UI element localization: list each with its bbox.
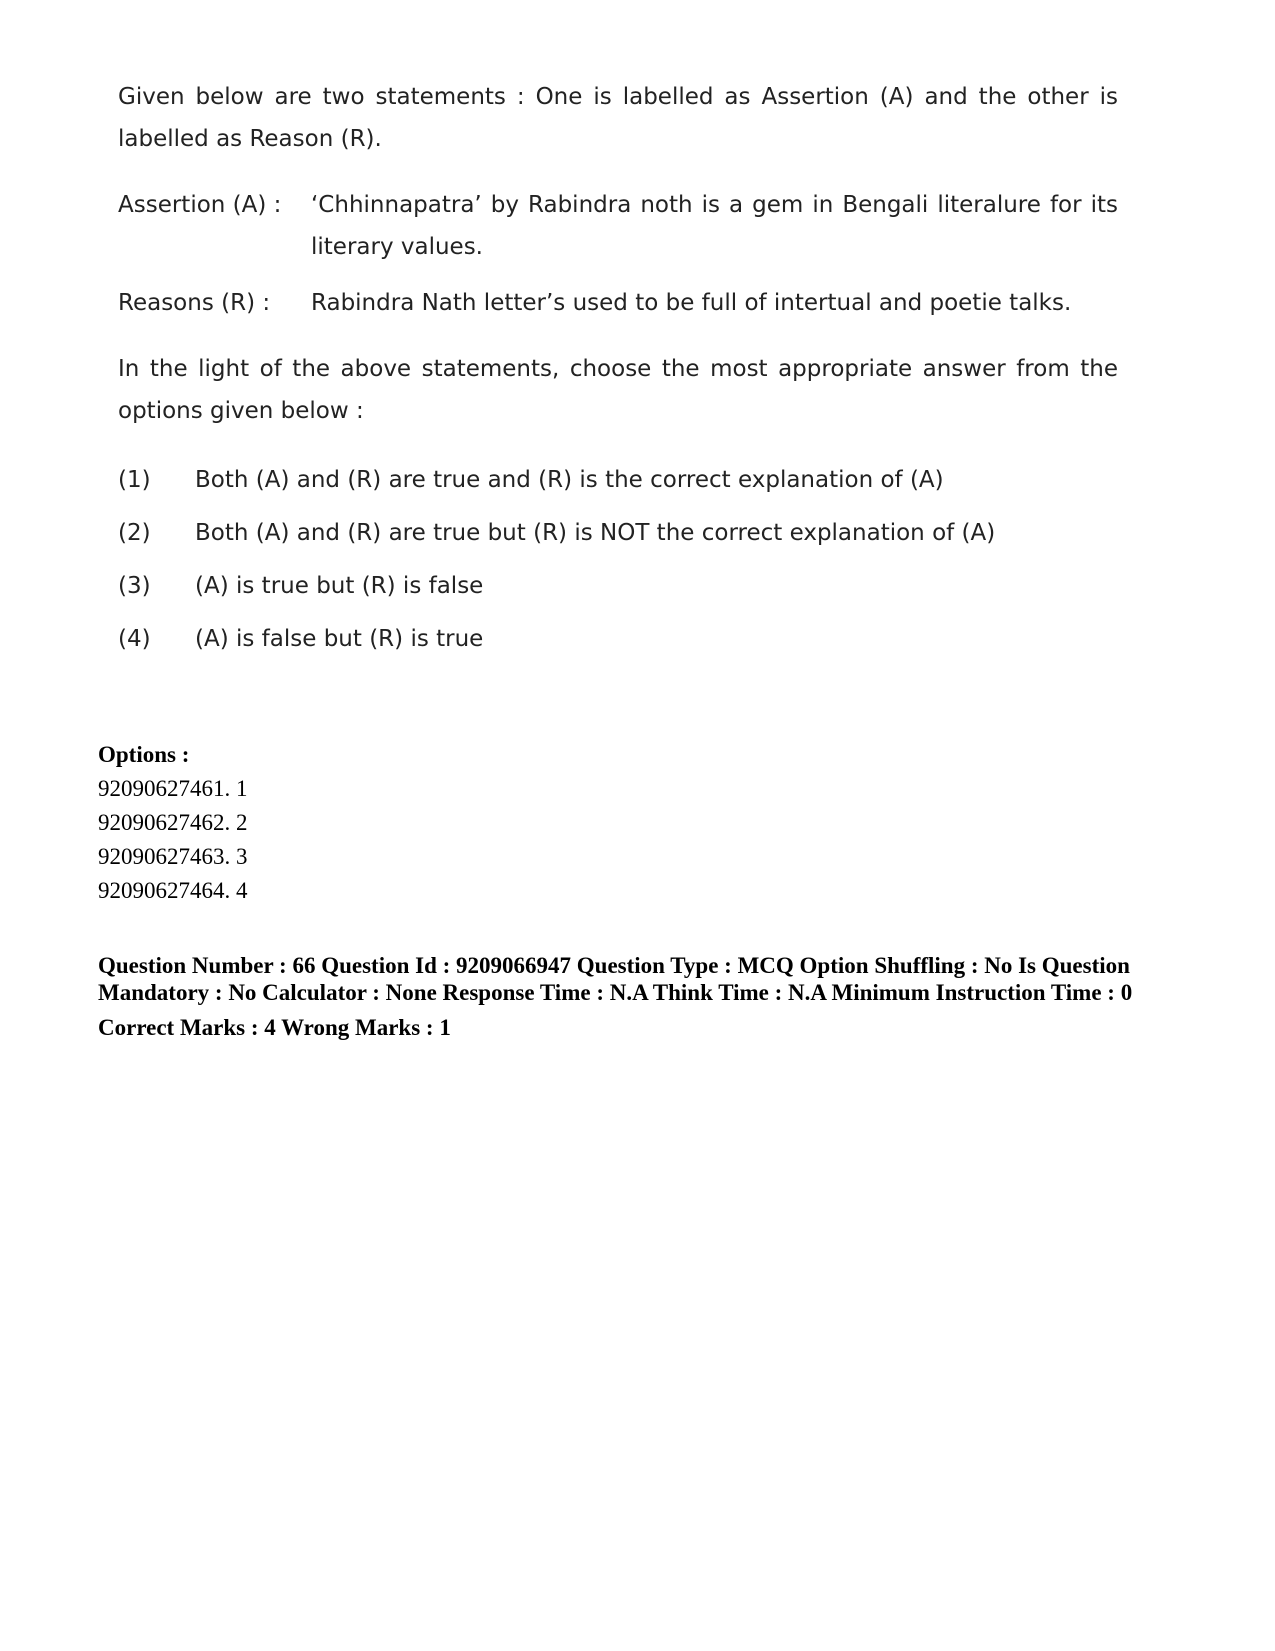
choice-number: (1) — [118, 467, 151, 493]
choice-item — [118, 460, 1118, 500]
choice-number: (3) — [118, 573, 151, 599]
reason-text: Rabindra Nath letter’s used to be full of intertual and poetie talks. — [311, 290, 1072, 316]
reason-row — [118, 282, 1118, 324]
question-intro: Given below are two statements : One is labelled as Assertion (A) and the other is labelled as Reason (R). — [118, 84, 1118, 152]
question-image — [118, 76, 1118, 672]
option-item: 92090627462. 2 — [98, 810, 248, 835]
question-info-line: Question Number : 66 Question Id : 9209066947 Question Type : MCQ Option Shuffling : No Is Question Mandatory : No Calculator : None Response Time : N.A Think Time : N.A Minimum Instruction Time : 0 — [98, 953, 1133, 1005]
assertion-label: Assertion (A) : — [118, 192, 282, 218]
choice-item — [118, 513, 1118, 553]
option-item: 92090627461. 1 — [98, 776, 248, 801]
assertion-text: ‘Chhinnapatra’ by Rabindra noth is a gem in Bengali literalure for its literary values. — [311, 192, 1118, 260]
choice-text: (A) is true but (R) is false — [195, 573, 484, 599]
choice-text: (A) is false but (R) is true — [195, 626, 484, 652]
choice-number: (4) — [118, 626, 151, 652]
question-meta — [98, 952, 1158, 1041]
reason-label: Reasons (R) : — [118, 290, 271, 316]
options-heading: Options : — [98, 742, 190, 767]
option-item: 92090627463. 3 — [98, 844, 248, 869]
choice-text: Both (A) and (R) are true and (R) is the correct explanation of (A) — [195, 467, 944, 493]
choice-text: Both (A) and (R) are true but (R) is NOT the correct explanation of (A) — [195, 520, 996, 546]
question-instruction: In the light of the above statements, choose the most appropriate answer from the options given below : — [118, 356, 1118, 424]
choice-number: (2) — [118, 520, 151, 546]
choice-item — [118, 619, 1118, 659]
choice-item — [118, 566, 1118, 606]
option-item: 92090627464. 4 — [98, 878, 248, 903]
marks-line: Correct Marks : 4 Wrong Marks : 1 — [98, 1015, 451, 1040]
options-block — [98, 738, 248, 908]
assertion-row — [118, 184, 1118, 268]
